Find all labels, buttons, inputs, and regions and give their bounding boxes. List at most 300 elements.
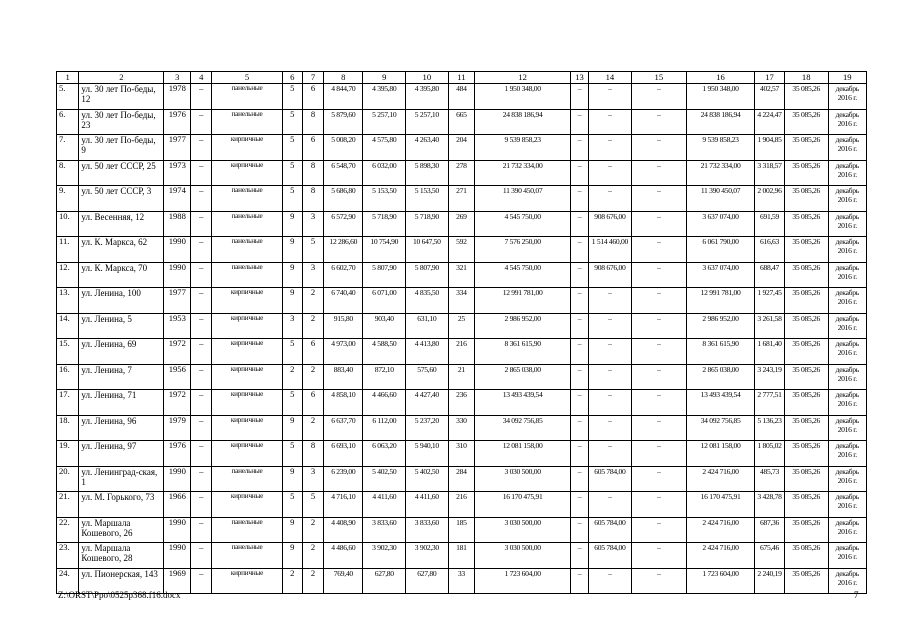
cell-year-built: 1990 xyxy=(164,262,191,288)
table-row xyxy=(57,84,867,110)
cell-unit-cost: 5 136,23 xyxy=(755,415,785,441)
cell-cost-col13: – xyxy=(571,415,589,441)
cell-total-cost: 12 081 158,00 xyxy=(475,441,571,467)
cell-cost-col16: 6 061 790,00 xyxy=(687,237,755,263)
cell-area-residential: 5 257,10 xyxy=(406,109,449,135)
cell-total-area: 915,80 xyxy=(324,313,363,339)
cell-entrances: 8 xyxy=(302,186,323,212)
table-row xyxy=(57,517,867,543)
table-row xyxy=(57,313,867,339)
cell-address: ул. К. Маркса, 70 xyxy=(79,262,164,288)
cell-area-residential: 3 902,30 xyxy=(406,543,449,569)
cell-num: 13. xyxy=(57,288,79,314)
cell-residents: 185 xyxy=(448,517,475,543)
cell-floors: 9 xyxy=(282,415,302,441)
cell-year-built: 1966 xyxy=(164,492,191,518)
cell-entrances: 6 xyxy=(302,390,323,416)
cell-total-area: 5 008,20 xyxy=(324,135,363,161)
cell-cost-col14: – xyxy=(589,160,632,186)
cell-area-residential: 5 940,10 xyxy=(406,441,449,467)
data-table xyxy=(56,71,867,594)
cell-area-residential: 5 237,20 xyxy=(406,415,449,441)
cell-cost-col16: 2 986 952,00 xyxy=(687,313,755,339)
cell-total-area: 4 858,10 xyxy=(324,390,363,416)
cell-unit-cost: 687,36 xyxy=(755,517,785,543)
cell-area-premises: 872,10 xyxy=(363,364,406,390)
cell-total-cost: 34 092 756,85 xyxy=(475,415,571,441)
cell-cost-col16: 11 390 450,07 xyxy=(687,186,755,212)
cell-cost-col13: – xyxy=(571,339,589,365)
cell-year-renovated: – xyxy=(191,543,212,569)
cell-residents: 204 xyxy=(448,135,475,161)
cell-cost-col16: 13 493 439,54 xyxy=(687,390,755,416)
cell-max-unit-cost: 35 085,26 xyxy=(784,339,828,365)
cell-year-renovated: – xyxy=(191,339,212,365)
cell-deadline: декабрь 2016 г. xyxy=(828,339,866,365)
cell-unit-cost: 691,59 xyxy=(755,211,785,237)
cell-num: 22. xyxy=(57,517,79,543)
cell-total-area: 4 844,70 xyxy=(324,84,363,110)
cell-wall-material: панельные xyxy=(212,237,282,263)
cell-area-residential: 5 153,50 xyxy=(406,186,449,212)
cell-wall-material: кирпичные xyxy=(212,492,282,518)
cell-max-unit-cost: 35 085,26 xyxy=(784,415,828,441)
cell-total-area: 12 286,60 xyxy=(324,237,363,263)
cell-max-unit-cost: 35 085,26 xyxy=(784,364,828,390)
cell-cost-col15: – xyxy=(631,237,686,263)
cell-total-area: 769,40 xyxy=(324,568,363,594)
cell-deadline: декабрь 2016 г. xyxy=(828,109,866,135)
cell-deadline: декабрь 2016 г. xyxy=(828,492,866,518)
cell-address: ул. К. Маркса, 62 xyxy=(79,237,164,263)
cell-cost-col15: – xyxy=(631,262,686,288)
cell-total-cost: 8 361 615,90 xyxy=(475,339,571,365)
cell-floors: 5 xyxy=(282,441,302,467)
cell-cost-col14: – xyxy=(589,568,632,594)
cell-year-renovated: – xyxy=(191,415,212,441)
cell-total-area: 883,40 xyxy=(324,364,363,390)
header-cell-13: 13 xyxy=(571,72,589,84)
cell-year-renovated: – xyxy=(191,84,212,110)
header-cell-9: 9 xyxy=(363,72,406,84)
cell-floors: 5 xyxy=(282,109,302,135)
cell-floors: 2 xyxy=(282,364,302,390)
cell-area-premises: 6 032,00 xyxy=(363,160,406,186)
cell-deadline: декабрь 2016 г. xyxy=(828,160,866,186)
cell-cost-col16: 9 539 858,23 xyxy=(687,135,755,161)
table-row xyxy=(57,262,867,288)
cell-year-built: 1977 xyxy=(164,288,191,314)
cell-cost-col14: – xyxy=(589,135,632,161)
cell-year-built: 1988 xyxy=(164,211,191,237)
cell-cost-col16: 1 723 604,00 xyxy=(687,568,755,594)
cell-total-cost: 3 030 500,00 xyxy=(475,517,571,543)
cell-residents: 216 xyxy=(448,492,475,518)
cell-year-renovated: – xyxy=(191,441,212,467)
cell-max-unit-cost: 35 085,26 xyxy=(784,84,828,110)
cell-entrances: 2 xyxy=(302,415,323,441)
cell-cost-col15: – xyxy=(631,313,686,339)
cell-residents: 181 xyxy=(448,543,475,569)
cell-wall-material: панельные xyxy=(212,262,282,288)
cell-year-renovated: – xyxy=(191,211,212,237)
table-row xyxy=(57,364,867,390)
cell-deadline: декабрь 2016 г. xyxy=(828,415,866,441)
cell-residents: 330 xyxy=(448,415,475,441)
cell-unit-cost: 3 428,78 xyxy=(755,492,785,518)
cell-cost-col13: – xyxy=(571,262,589,288)
cell-area-residential: 5 402,50 xyxy=(406,466,449,492)
cell-deadline: декабрь 2016 г. xyxy=(828,390,866,416)
cell-wall-material: панельные xyxy=(212,543,282,569)
cell-total-area: 4 486,60 xyxy=(324,543,363,569)
cell-entrances: 6 xyxy=(302,135,323,161)
cell-wall-material: кирпичные xyxy=(212,339,282,365)
cell-max-unit-cost: 35 085,26 xyxy=(784,109,828,135)
cell-area-premises: 5 153,50 xyxy=(363,186,406,212)
cell-total-area: 6 548,70 xyxy=(324,160,363,186)
cell-cost-col16: 12 081 158,00 xyxy=(687,441,755,467)
cell-area-residential: 4 427,40 xyxy=(406,390,449,416)
cell-cost-col15: – xyxy=(631,415,686,441)
header-cell-19: 19 xyxy=(828,72,866,84)
header-cell-6: 6 xyxy=(282,72,302,84)
cell-max-unit-cost: 35 085,26 xyxy=(784,262,828,288)
cell-total-area: 6 572,90 xyxy=(324,211,363,237)
cell-cost-col16: 16 170 475,91 xyxy=(687,492,755,518)
table-row xyxy=(57,237,867,263)
cell-wall-material: кирпичные xyxy=(212,288,282,314)
cell-entrances: 5 xyxy=(302,492,323,518)
cell-year-built: 1990 xyxy=(164,517,191,543)
cell-cost-col15: – xyxy=(631,466,686,492)
cell-cost-col14: 908 676,00 xyxy=(589,211,632,237)
cell-year-built: 1969 xyxy=(164,568,191,594)
cell-max-unit-cost: 35 085,26 xyxy=(784,568,828,594)
cell-area-premises: 4 575,80 xyxy=(363,135,406,161)
table-row xyxy=(57,109,867,135)
cell-cost-col16: 1 950 348,00 xyxy=(687,84,755,110)
header-cell-17: 17 xyxy=(755,72,785,84)
cell-residents: 484 xyxy=(448,84,475,110)
cell-deadline: декабрь 2016 г. xyxy=(828,186,866,212)
cell-cost-col15: – xyxy=(631,492,686,518)
cell-total-cost: 21 732 334,00 xyxy=(475,160,571,186)
cell-year-renovated: – xyxy=(191,568,212,594)
cell-total-cost: 9 539 858,23 xyxy=(475,135,571,161)
cell-entrances: 2 xyxy=(302,517,323,543)
cell-deadline: декабрь 2016 г. xyxy=(828,84,866,110)
cell-address: ул. Маршала Кошевого, 26 xyxy=(79,517,164,543)
cell-wall-material: панельные xyxy=(212,466,282,492)
cell-area-premises: 5 718,90 xyxy=(363,211,406,237)
cell-year-renovated: – xyxy=(191,288,212,314)
cell-wall-material: панельные xyxy=(212,109,282,135)
cell-cost-col14: – xyxy=(589,186,632,212)
cell-year-renovated: – xyxy=(191,364,212,390)
cell-cost-col14: – xyxy=(589,288,632,314)
cell-cost-col13: – xyxy=(571,543,589,569)
cell-max-unit-cost: 35 085,26 xyxy=(784,237,828,263)
cell-cost-col16: 8 361 615,90 xyxy=(687,339,755,365)
table-row xyxy=(57,441,867,467)
cell-cost-col13: – xyxy=(571,313,589,339)
table-row xyxy=(57,288,867,314)
cell-area-premises: 4 588,50 xyxy=(363,339,406,365)
cell-cost-col16: 2 424 716,00 xyxy=(687,517,755,543)
cell-deadline: декабрь 2016 г. xyxy=(828,568,866,594)
cell-wall-material: панельные xyxy=(212,517,282,543)
cell-address: ул. Ленинград-ская, 1 xyxy=(79,466,164,492)
cell-num: 9. xyxy=(57,186,79,212)
cell-num: 12. xyxy=(57,262,79,288)
cell-year-renovated: – xyxy=(191,390,212,416)
cell-num: 15. xyxy=(57,339,79,365)
cell-cost-col13: – xyxy=(571,160,589,186)
cell-cost-col16: 34 092 756,85 xyxy=(687,415,755,441)
cell-total-area: 6 602,70 xyxy=(324,262,363,288)
cell-area-premises: 5 257,10 xyxy=(363,109,406,135)
cell-num: 5. xyxy=(57,84,79,110)
cell-cost-col13: – xyxy=(571,135,589,161)
cell-cost-col14: – xyxy=(589,313,632,339)
cell-floors: 5 xyxy=(282,390,302,416)
cell-total-area: 4 408,90 xyxy=(324,517,363,543)
table-row xyxy=(57,492,867,518)
cell-num: 21. xyxy=(57,492,79,518)
cell-max-unit-cost: 35 085,26 xyxy=(784,186,828,212)
header-cell-18: 18 xyxy=(784,72,828,84)
cell-cost-col15: – xyxy=(631,339,686,365)
cell-year-built: 1976 xyxy=(164,441,191,467)
cell-num: 18. xyxy=(57,415,79,441)
cell-cost-col15: – xyxy=(631,517,686,543)
cell-total-area: 4 716,10 xyxy=(324,492,363,518)
cell-area-residential: 4 263,40 xyxy=(406,135,449,161)
cell-max-unit-cost: 35 085,26 xyxy=(784,135,828,161)
cell-unit-cost: 688,47 xyxy=(755,262,785,288)
cell-year-renovated: – xyxy=(191,492,212,518)
cell-wall-material: кирпичные xyxy=(212,415,282,441)
cell-entrances: 6 xyxy=(302,84,323,110)
cell-floors: 5 xyxy=(282,339,302,365)
cell-residents: 33 xyxy=(448,568,475,594)
cell-total-cost: 12 991 781,00 xyxy=(475,288,571,314)
cell-unit-cost: 616,63 xyxy=(755,237,785,263)
cell-max-unit-cost: 35 085,26 xyxy=(784,288,828,314)
header-cell-3: 3 xyxy=(164,72,191,84)
cell-floors: 9 xyxy=(282,517,302,543)
cell-residents: 236 xyxy=(448,390,475,416)
cell-total-area: 6 740,40 xyxy=(324,288,363,314)
cell-area-premises: 6 071,00 xyxy=(363,288,406,314)
cell-year-built: 1976 xyxy=(164,109,191,135)
cell-total-cost: 1 723 604,00 xyxy=(475,568,571,594)
cell-cost-col15: – xyxy=(631,364,686,390)
cell-year-built: 1972 xyxy=(164,339,191,365)
cell-floors: 9 xyxy=(282,288,302,314)
cell-deadline: декабрь 2016 г. xyxy=(828,135,866,161)
cell-cost-col15: – xyxy=(631,186,686,212)
cell-unit-cost: 675,46 xyxy=(755,543,785,569)
cell-max-unit-cost: 35 085,26 xyxy=(784,313,828,339)
cell-address: ул. 50 лет СССР, 25 xyxy=(79,160,164,186)
cell-total-cost: 4 545 750,00 xyxy=(475,211,571,237)
cell-area-residential: 10 647,50 xyxy=(406,237,449,263)
cell-year-built: 1990 xyxy=(164,237,191,263)
header-cell-14: 14 xyxy=(589,72,632,84)
cell-total-area: 6 693,10 xyxy=(324,441,363,467)
cell-residents: 216 xyxy=(448,339,475,365)
cell-entrances: 8 xyxy=(302,441,323,467)
cell-address: ул. 50 лет СССР, 3 xyxy=(79,186,164,212)
cell-wall-material: кирпичные xyxy=(212,135,282,161)
cell-total-cost: 13 493 439,54 xyxy=(475,390,571,416)
cell-entrances: 2 xyxy=(302,313,323,339)
table-row xyxy=(57,543,867,569)
cell-floors: 3 xyxy=(282,313,302,339)
cell-deadline: декабрь 2016 г. xyxy=(828,211,866,237)
cell-area-premises: 3 833,60 xyxy=(363,517,406,543)
cell-year-renovated: – xyxy=(191,186,212,212)
cell-unit-cost: 3 318,57 xyxy=(755,160,785,186)
cell-entrances: 3 xyxy=(302,466,323,492)
cell-address: ул. 30 лет По-беды, 12 xyxy=(79,84,164,110)
cell-cost-col15: – xyxy=(631,390,686,416)
cell-cost-col13: – xyxy=(571,211,589,237)
cell-cost-col13: – xyxy=(571,390,589,416)
cell-area-premises: 627,80 xyxy=(363,568,406,594)
cell-floors: 9 xyxy=(282,237,302,263)
cell-entrances: 3 xyxy=(302,262,323,288)
cell-entrances: 3 xyxy=(302,211,323,237)
cell-deadline: декабрь 2016 г. xyxy=(828,262,866,288)
cell-floors: 5 xyxy=(282,160,302,186)
cell-unit-cost: 3 261,58 xyxy=(755,313,785,339)
cell-total-cost: 7 576 250,00 xyxy=(475,237,571,263)
cell-wall-material: панельные xyxy=(212,84,282,110)
cell-unit-cost: 2 240,19 xyxy=(755,568,785,594)
table-row xyxy=(57,415,867,441)
cell-cost-col13: – xyxy=(571,517,589,543)
cell-area-premises: 3 902,30 xyxy=(363,543,406,569)
cell-num: 23. xyxy=(57,543,79,569)
cell-area-premises: 4 395,80 xyxy=(363,84,406,110)
cell-address: ул. Ленина, 69 xyxy=(79,339,164,365)
cell-year-built: 1977 xyxy=(164,135,191,161)
cell-residents: 284 xyxy=(448,466,475,492)
cell-total-cost: 1 950 348,00 xyxy=(475,84,571,110)
cell-cost-col13: – xyxy=(571,441,589,467)
cell-unit-cost: 1 927,45 xyxy=(755,288,785,314)
cell-area-residential: 575,60 xyxy=(406,364,449,390)
cell-entrances: 2 xyxy=(302,364,323,390)
cell-area-premises: 5 807,90 xyxy=(363,262,406,288)
cell-area-premises: 6 063,20 xyxy=(363,441,406,467)
cell-total-area: 5 879,60 xyxy=(324,109,363,135)
cell-residents: 310 xyxy=(448,441,475,467)
cell-cost-col14: 908 676,00 xyxy=(589,262,632,288)
cell-area-residential: 5 718,90 xyxy=(406,211,449,237)
table-row xyxy=(57,211,867,237)
cell-cost-col15: – xyxy=(631,84,686,110)
cell-cost-col16: 2 424 716,00 xyxy=(687,543,755,569)
cell-year-built: 1953 xyxy=(164,313,191,339)
cell-wall-material: кирпичные xyxy=(212,160,282,186)
cell-year-built: 1978 xyxy=(164,84,191,110)
table-row xyxy=(57,339,867,365)
header-cell-11: 11 xyxy=(448,72,475,84)
cell-cost-col13: – xyxy=(571,364,589,390)
cell-area-residential: 627,80 xyxy=(406,568,449,594)
cell-floors: 5 xyxy=(282,186,302,212)
cell-cost-col15: – xyxy=(631,568,686,594)
cell-cost-col14: – xyxy=(589,109,632,135)
cell-year-renovated: – xyxy=(191,262,212,288)
cell-entrances: 5 xyxy=(302,237,323,263)
cell-area-residential: 5 898,30 xyxy=(406,160,449,186)
cell-area-residential: 4 835,50 xyxy=(406,288,449,314)
cell-area-residential: 4 395,80 xyxy=(406,84,449,110)
cell-year-built: 1979 xyxy=(164,415,191,441)
cell-entrances: 8 xyxy=(302,109,323,135)
cell-deadline: декабрь 2016 г. xyxy=(828,288,866,314)
cell-max-unit-cost: 35 085,26 xyxy=(784,543,828,569)
cell-wall-material: кирпичные xyxy=(212,364,282,390)
cell-total-cost: 24 838 186,94 xyxy=(475,109,571,135)
cell-floors: 9 xyxy=(282,466,302,492)
header-cell-15: 15 xyxy=(631,72,686,84)
cell-cost-col16: 2 865 038,00 xyxy=(687,364,755,390)
cell-cost-col14: 605 784,00 xyxy=(589,543,632,569)
table-row xyxy=(57,390,867,416)
cell-wall-material: кирпичные xyxy=(212,313,282,339)
cell-total-cost: 2 986 952,00 xyxy=(475,313,571,339)
cell-total-area: 6 239,00 xyxy=(324,466,363,492)
cell-year-renovated: – xyxy=(191,160,212,186)
cell-year-renovated: – xyxy=(191,237,212,263)
header-row xyxy=(57,72,867,84)
cell-cost-col15: – xyxy=(631,288,686,314)
cell-unit-cost: 402,57 xyxy=(755,84,785,110)
cell-address: ул. 30 лет По-беды, 9 xyxy=(79,135,164,161)
cell-total-area: 6 637,70 xyxy=(324,415,363,441)
cell-area-premises: 6 112,00 xyxy=(363,415,406,441)
cell-residents: 321 xyxy=(448,262,475,288)
cell-cost-col14: – xyxy=(589,492,632,518)
cell-residents: 21 xyxy=(448,364,475,390)
cell-address: ул. Ленина, 96 xyxy=(79,415,164,441)
cell-num: 24. xyxy=(57,568,79,594)
cell-floors: 2 xyxy=(282,568,302,594)
cell-residents: 665 xyxy=(448,109,475,135)
cell-area-premises: 10 754,90 xyxy=(363,237,406,263)
table-row xyxy=(57,160,867,186)
footer-page-number: 7 xyxy=(854,590,859,600)
cell-area-premises: 4 411,60 xyxy=(363,492,406,518)
header-cell-1: 1 xyxy=(57,72,79,84)
cell-cost-col13: – xyxy=(571,109,589,135)
cell-residents: 334 xyxy=(448,288,475,314)
cell-wall-material: кирпичные xyxy=(212,441,282,467)
cell-cost-col13: – xyxy=(571,186,589,212)
cell-residents: 278 xyxy=(448,160,475,186)
cell-total-cost: 4 545 750,00 xyxy=(475,262,571,288)
cell-num: 20. xyxy=(57,466,79,492)
cell-area-residential: 631,10 xyxy=(406,313,449,339)
cell-max-unit-cost: 35 085,26 xyxy=(784,441,828,467)
cell-cost-col15: – xyxy=(631,160,686,186)
